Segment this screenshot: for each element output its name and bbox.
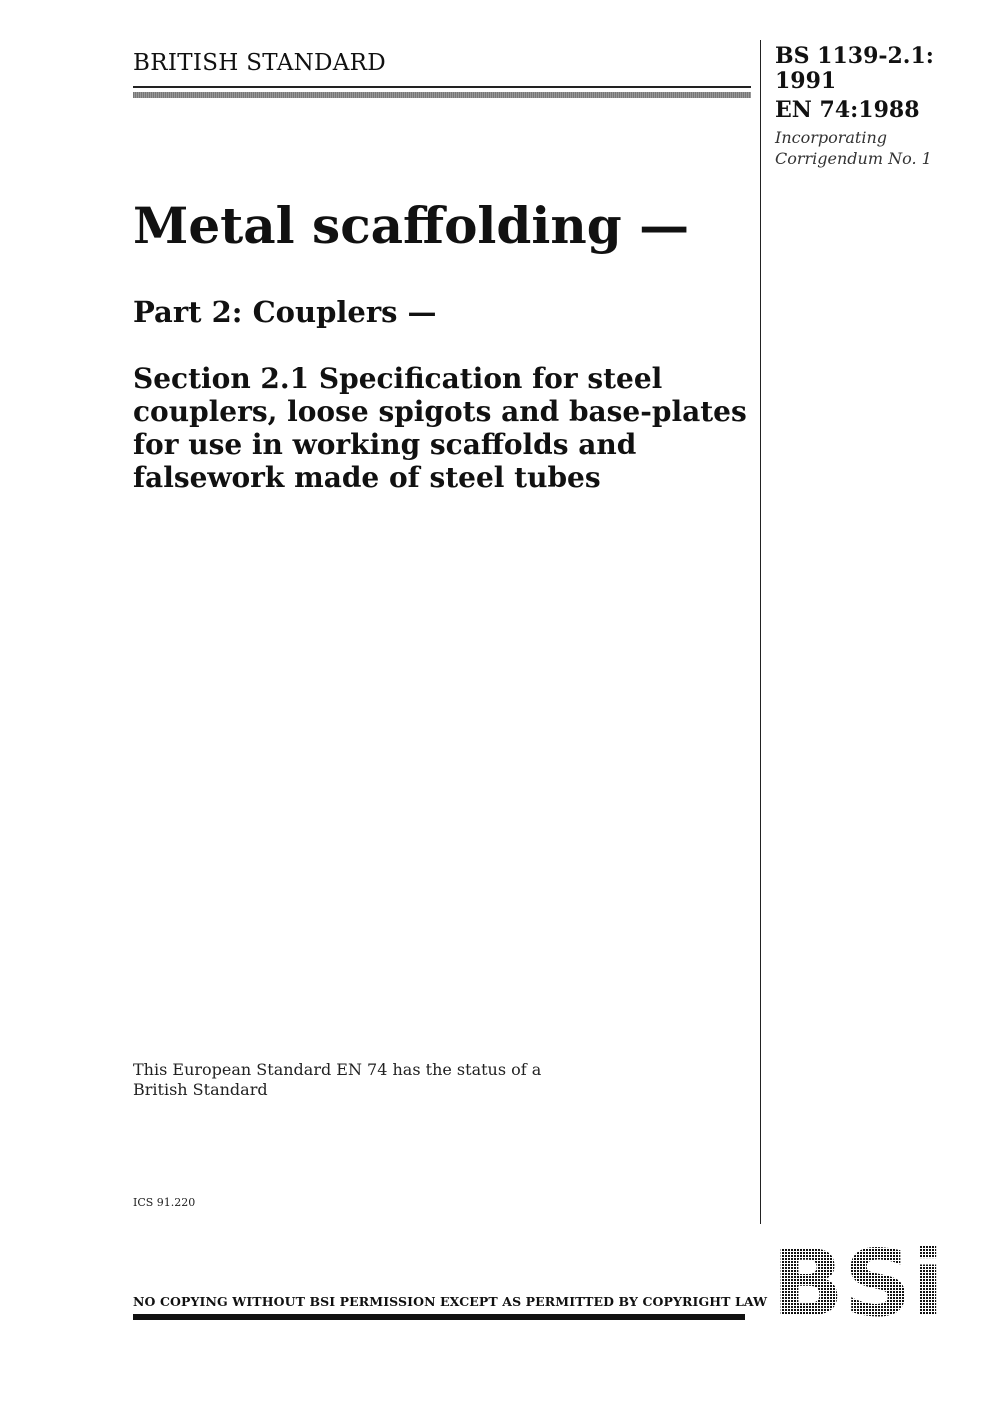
status-line1: This European Standard EN 74 has the status of a [133,1060,542,1079]
section-title: Section 2.1 Specification for steel couplers, loose spigots and base-plates for use in working scaffolds and falsework made of steel tubes [133,362,747,494]
status-statement [133,1060,553,1100]
incorporating-note-line1: Incorporating [775,128,888,147]
copyright-notice: NO COPYING WITHOUT BSI PERMISSION EXCEPT AS PERMITTED BY COPYRIGHT LAW [133,1294,768,1309]
bsi-logo [770,1243,946,1320]
vertical-divider [760,40,761,1224]
incorporating-note [775,127,985,169]
header-rule-thick [133,92,751,98]
standard-identifier-block [775,44,985,169]
bs-number-line2: 1991 [775,68,837,94]
incorporating-note-line2: Corrigendum No. 1 [775,149,932,168]
bs-number-line1: BS 1139-2.1: [775,43,934,69]
en-number: EN 74:1988 [775,97,920,123]
document-title: Metal scaffolding — [133,196,690,255]
footer-rule [133,1314,745,1320]
header-rule-thin [133,86,751,88]
status-line2: British Standard [133,1080,268,1099]
part-title: Part 2: Couplers — [133,295,437,329]
document-type-label: BRITISH STANDARD [133,50,387,76]
bsi-logo-mark: BSi [772,1243,944,1320]
ics-code: ICS 91.220 [133,1196,196,1209]
